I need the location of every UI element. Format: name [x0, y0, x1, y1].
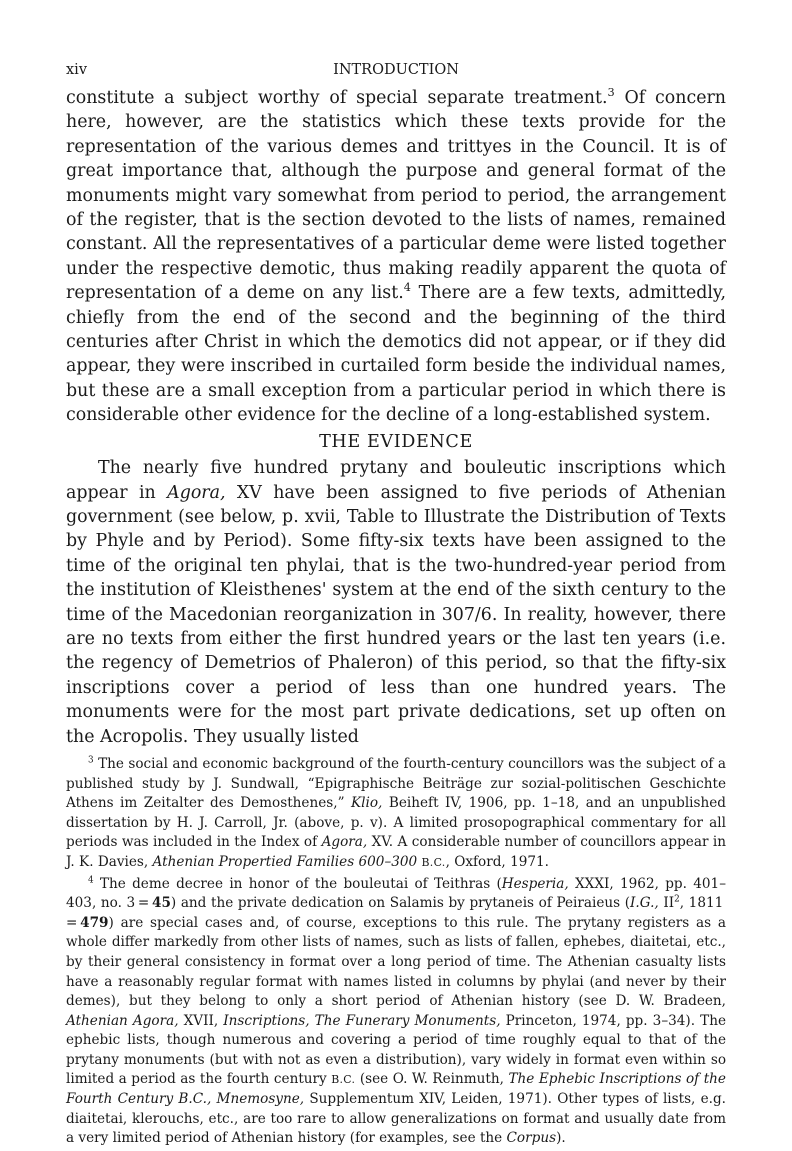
fn3-text-b: Beiheft IV, 1906, pp. 1–18, and an unpublished dissertation by H. J. Carroll, Jr. (above, p. v). A limited prosopographical commentary for all periods was included in the Index of — [66, 795, 727, 851]
fn3-text-d: , Oxford, 1971. — [445, 853, 549, 870]
paragraph-1 — [66, 86, 726, 428]
fn4-corpus: Corpus — [506, 1130, 557, 1147]
page — [66, 62, 726, 1151]
fn4-text-c: ) and the private dedication on Salamis by prytaneis of Peiraieus ( — [170, 895, 631, 912]
page-number: xiv — [66, 62, 88, 78]
running-head — [66, 62, 726, 84]
body-text — [66, 86, 726, 749]
fn4-superscript-2: 2 — [674, 894, 680, 905]
fn4-text-f: ) are special cases and, of course, exceptions to this rule. The prytany registers as a whole differ markedly from other lists of names, such as lists of fallen, ephebes, diaitetai, etc., by their general consistency in format over a long period of time. The Athenian casualty lists have a reasonably regular format with names listed in columns by phylai (and never by their demes), but they belong to only a short period of Athenian history (see D. W. Bradeen, — [66, 914, 726, 1010]
paragraph-2 — [66, 456, 726, 749]
section-heading: THE EVIDENCE — [319, 431, 473, 452]
fn3-bc: B.C. — [421, 855, 446, 869]
footnote-4 — [66, 875, 726, 1149]
fn4-number-479: 479 — [80, 914, 109, 931]
fn3-book-title: Athenian Propertied Families 600–300 — [152, 853, 418, 870]
footnote-4-number: 4 — [88, 875, 94, 885]
fn4-inscriptions: Inscriptions, The Funerary Monuments, — [223, 1012, 501, 1029]
para2-agora: Agora, — [167, 482, 226, 503]
fn3-text-c: XV. A considerable number of councillors appear in J. K. Davies, — [66, 834, 726, 870]
fn4-bc: B.C. — [331, 1073, 356, 1087]
para2-text-b: XV have been assigned to five periods of Athenian government (see below, p. xvii, Table to Illustrate the Distribution of Texts by Phyle and by Period). Some fifty-six texts have been assigned to the time of the original ten phylai, that is the two-hundred-year period from the institution of Kleisthenes' system at the end of the sixth century to the time of the Macedonian reorganization in 307/6. In reality, however, there are no texts from either the first hundred years or the last ten years (i.e. the regency of Demetrios of Phaleron) of this period, so that the fifty-six inscriptions cover a period of less than one hundred years. The monuments were for the most part private dedications, set up often on the Acropolis. They usually listed — [66, 482, 726, 747]
fn4-text-k: ). — [556, 1130, 566, 1147]
fn3-text-a: The social and economic background of the fourth-century councillors was the subject of a published study by J. Sundwall, “Epigraphische Beiträge zur sozial-politischen Geschichte Athens im Zeitalter des Demosthenes,” — [66, 755, 726, 812]
fn4-ig: I.G., — [630, 895, 659, 912]
fn3-agora: Agora, — [321, 834, 368, 851]
fn4-text-a: The deme decree in honor of the bouleutai of Teithras ( — [93, 875, 502, 892]
fn4-number-45: 45 — [151, 895, 171, 912]
fn4-ephebic-title: The Ephebic Inscriptions of the Fourth Century B.C., Mnemosyne, — [66, 1071, 726, 1108]
fn4-text-b: XXXI, 1962, pp. 401–403, no. 3 = — [66, 875, 726, 912]
fn4-athenian-agora: Athenian Agora, — [66, 1012, 179, 1029]
footnote-ref-3: 3 — [607, 86, 615, 100]
fn4-text-d: II — [658, 895, 675, 912]
fn4-text-j: Supplementum XIV, Leiden, 1971). Other types of lists, e.g. diaitetai, klerouchs, etc., are too rare to allow generalizations on format and usually date from a very limited period of Athenian history (for examples, see the — [66, 1091, 726, 1147]
footnote-3 — [66, 755, 726, 873]
para1-text-c: There are a few texts, admittedly, chiefly from the end of the second and the beginning of the third centuries after Christ in which the demotics did not appear, or if they did appear, they were inscribed in curtailed form beside the individual names, but these are a small exception from a particular period in which there is considerable other evidence for the decline of a long-established system. — [66, 283, 726, 426]
footnote-3-number: 3 — [88, 755, 94, 766]
fn3-klio: Klio, — [351, 795, 383, 812]
fn4-hesperia: Hesperia, — [501, 875, 569, 892]
running-title: INTRODUCTION — [333, 62, 459, 78]
para2-text-a: The nearly five hundred prytany and bouleutic inscriptions which appear in — [66, 458, 726, 503]
fn4-text-i: (see O. W. Reinmuth, — [355, 1071, 509, 1088]
fn4-text-e: , 1811 = — [66, 895, 726, 931]
fn4-text-h: Princeton, 1974, pp. 3–34). The ephebic lists, though numerous and covering a period of time roughly equal to that of the prytany monuments (but with not as even a distribution), vary widely in format even within so limited a period as the fourth century — [66, 1012, 726, 1088]
fn4-text-g: XVII, — [178, 1012, 224, 1029]
para1-text-b: Of concern here, however, are the statistics which these texts provide for the representation of the various demes and trittyes in the Council. It is of great importance that, although the purpose and general format of the monuments might vary somewhat from period to period, the arrangement of the register, that is the section devoted to the lists of names, remained constant. All the representatives of a particular deme were listed together under the respective demotic, thus making readily apparent the quota of representation of a deme on any list. — [66, 88, 726, 304]
footnotes — [66, 755, 726, 1149]
footnote-ref-4: 4 — [403, 281, 411, 295]
para1-text: constitute a subject worthy of special separate treatment. — [66, 88, 608, 108]
